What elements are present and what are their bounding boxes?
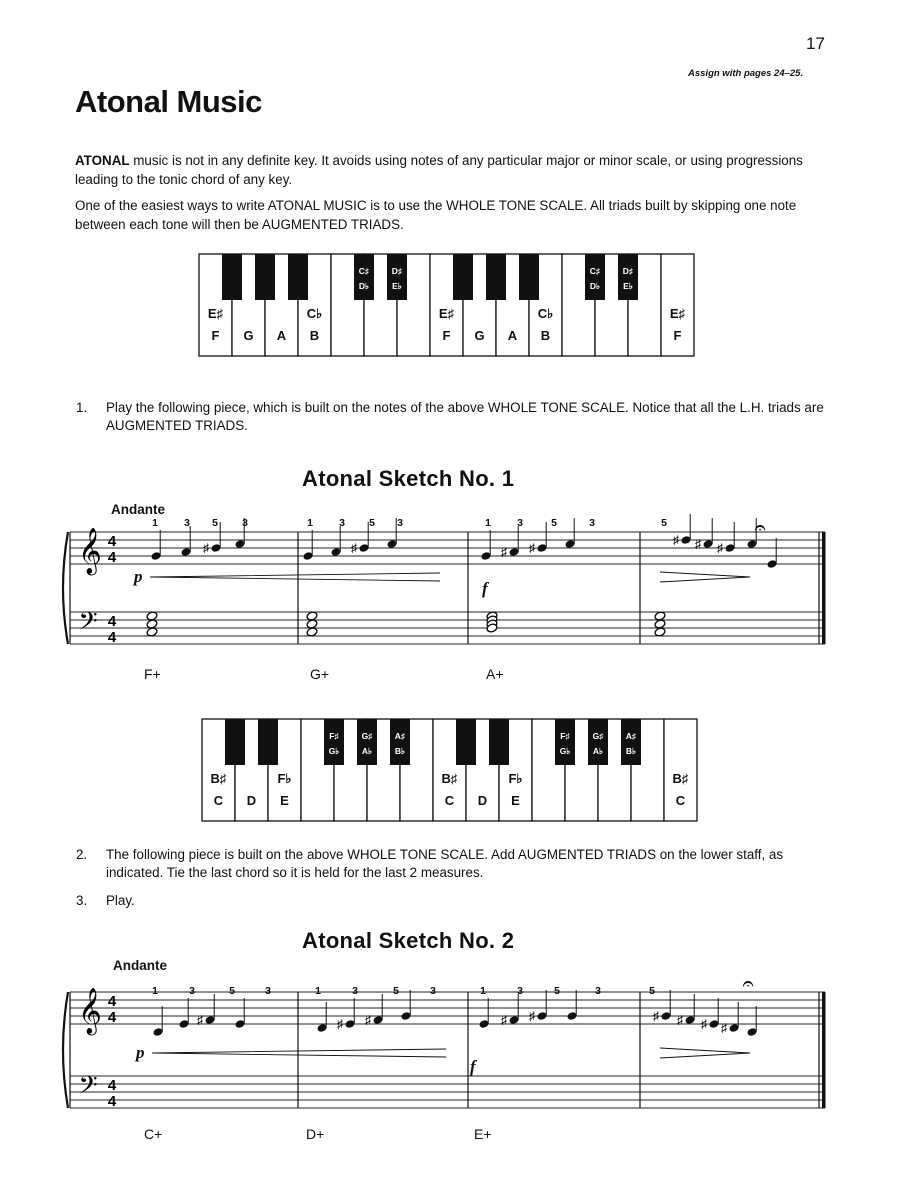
- sharp-accidental: ♯: [365, 1013, 371, 1027]
- fingering-number: 1: [152, 517, 158, 529]
- black-key-label: C♯: [589, 266, 601, 276]
- instruction-step-3: [76, 892, 276, 912]
- black-key: [486, 254, 506, 300]
- black-key-label: C♯: [358, 266, 370, 276]
- black-key-label: B♭: [394, 746, 406, 756]
- white-key-label: C: [675, 793, 686, 808]
- intro-emph-atonal-music: ATONAL MUSIC: [267, 198, 367, 213]
- step2-text-e: on the lower staff, as indicated. Tie the last chord so it is held for the last 2 measures.: [106, 847, 784, 880]
- fingering-number: 3: [265, 985, 271, 997]
- sketch1-tempo: Andante: [111, 502, 165, 517]
- white-key-label: E♯: [438, 306, 455, 321]
- fingering-number: 3: [589, 517, 595, 529]
- step-number: 1.: [76, 400, 88, 415]
- fingering-number: 3: [339, 517, 345, 529]
- treble-time-bottom: 4: [107, 1009, 117, 1026]
- black-key-label: A♯: [394, 731, 406, 741]
- black-key-label: D♯: [622, 266, 634, 276]
- intro-paragraph-2: [75, 196, 835, 234]
- fingering-number: 1: [307, 517, 313, 529]
- step1-text-e: .: [244, 418, 248, 433]
- bass-time-bottom: 4: [107, 629, 117, 646]
- black-key-label: B♭: [625, 746, 637, 756]
- fingering-number: 5: [551, 517, 557, 529]
- black-key-label: G♭: [328, 746, 340, 756]
- black-key-label: D♯: [391, 266, 403, 276]
- treble-time-top: 4: [107, 533, 117, 550]
- white-key-label: B♯: [441, 771, 458, 786]
- intro-emph-whole-tone: WHOLE TONE SCALE: [446, 198, 584, 213]
- white-key-label: G: [243, 328, 254, 343]
- white-key-label: B♯: [672, 771, 689, 786]
- crescendo-hairpin: [150, 573, 440, 581]
- black-key-label: A♯: [625, 731, 637, 741]
- instruction-step-1: [76, 399, 836, 439]
- sketch2-chord-1: C+: [144, 1126, 163, 1142]
- white-key-label: C♭: [537, 306, 554, 321]
- step-text: Play.: [106, 893, 135, 908]
- fingering-number: 3: [517, 985, 523, 997]
- grand-staff: [70, 532, 825, 644]
- dynamic-piano: p: [134, 567, 143, 586]
- black-key-label: E♭: [392, 281, 402, 291]
- sharp-accidental: ♯: [529, 1009, 535, 1023]
- white-key-label: C: [444, 793, 455, 808]
- crescendo-hairpin: [152, 1049, 446, 1057]
- step-number: 2.: [76, 847, 88, 862]
- black-key: [456, 719, 476, 765]
- black-key-label: D♭: [358, 281, 370, 291]
- diminuendo-hairpin: [660, 572, 750, 582]
- dynamic-forte: f: [470, 1057, 476, 1076]
- keyboard-diagram-1: [196, 252, 696, 358]
- fingering-number: 3: [242, 517, 248, 529]
- intro-text-2e: . All triads built by skipping one note between each tone will then be: [75, 198, 797, 232]
- instruction-step-2: [76, 846, 836, 886]
- white-key-label: A: [276, 328, 287, 343]
- white-key-label: A: [507, 328, 518, 343]
- black-key: [225, 719, 245, 765]
- final-barline-thick: [822, 532, 826, 644]
- dynamic-forte: f: [482, 579, 488, 598]
- keyboard-diagram-2: [199, 717, 699, 823]
- white-key-label: C: [213, 793, 224, 808]
- fingering-number: 3: [397, 517, 403, 529]
- step-number: 3.: [76, 893, 88, 908]
- white-key-label: G: [474, 328, 485, 343]
- intro-emph-augmented: AUGMENTED TRIADS: [261, 217, 401, 232]
- black-key-label: A♭: [361, 746, 373, 756]
- step1-text-c: . Notice that all the L.H. triads are: [625, 400, 824, 415]
- black-key-label: D♭: [589, 281, 601, 291]
- fingering-number: 1: [152, 985, 158, 997]
- sketch2-tempo: Andante: [113, 958, 167, 973]
- white-key-label: D: [246, 793, 257, 808]
- fingering-number: 3: [517, 517, 523, 529]
- white-key-label: F♭: [508, 771, 523, 786]
- diminuendo-hairpin: [660, 1048, 750, 1058]
- white-key-label: F♭: [277, 771, 292, 786]
- brace: [63, 992, 68, 1108]
- fingering-number: 3: [430, 985, 436, 997]
- sketch1-chord-1: F+: [144, 666, 161, 682]
- sketch1-chord-2: G+: [310, 666, 330, 682]
- white-key-label: E♯: [669, 306, 686, 321]
- sharp-accidental: ♯: [701, 1017, 707, 1031]
- white-key-label: E♯: [207, 306, 224, 321]
- sharp-accidental: ♯: [529, 541, 535, 555]
- sharp-accidental: ♯: [673, 533, 679, 547]
- sharp-accidental: ♯: [721, 1021, 727, 1035]
- step1-emph-augmented: AUGMENTED TRIADS: [106, 418, 245, 433]
- sharp-accidental: ♯: [203, 541, 209, 555]
- black-key-label: A♭: [592, 746, 604, 756]
- black-key: [519, 254, 539, 300]
- step1-emph-whole-tone: WHOLE TONE SCALE: [487, 400, 626, 415]
- white-key-label: E: [511, 793, 520, 808]
- bass-clef-icon: 𝄢: [78, 607, 98, 642]
- black-key: [489, 719, 509, 765]
- bass-clef-icon: 𝄢: [78, 1071, 98, 1106]
- white-key-label: B: [309, 328, 320, 343]
- fingering-number: 1: [485, 517, 491, 529]
- assign-note: Assign with pages 24–25.: [688, 68, 804, 79]
- bass-time-top: 4: [107, 613, 117, 630]
- sketch1-score: [60, 512, 835, 692]
- step-text: [106, 846, 836, 882]
- fermata-icon: 𝄐: [754, 515, 766, 539]
- fingering-number: 1: [480, 985, 486, 997]
- treble-clef-icon: 𝄞: [78, 528, 102, 574]
- white-key-label: B♯: [210, 771, 227, 786]
- sharp-accidental: ♯: [677, 1013, 683, 1027]
- sketch1-title: Atonal Sketch No. 1: [302, 466, 515, 491]
- step2-text-a: The following piece is built on the above: [106, 847, 348, 862]
- black-key: [453, 254, 473, 300]
- black-key-label: F♯: [329, 731, 339, 741]
- white-key-label: F: [442, 328, 451, 343]
- fermata-icon: 𝄐: [742, 972, 754, 995]
- atonal-term: ATONAL: [75, 153, 130, 168]
- brace: [63, 532, 68, 644]
- step2-text-c: . Add: [484, 847, 518, 862]
- white-key-label: E: [280, 793, 289, 808]
- fingering-number: 5: [229, 985, 235, 997]
- page-title: Atonal Music: [75, 84, 262, 119]
- black-key: [255, 254, 275, 300]
- fingering-number: 3: [184, 517, 190, 529]
- white-key-label: B: [540, 328, 551, 343]
- black-key-label: G♯: [592, 731, 604, 741]
- black-key: [222, 254, 242, 300]
- step2-emph-augmented: AUGMENTED TRIADS: [517, 847, 657, 862]
- intro-text-2c: is to use the: [366, 198, 447, 213]
- black-key-label: G♯: [361, 731, 373, 741]
- sharp-accidental: ♯: [501, 1013, 507, 1027]
- sharp-accidental: ♯: [717, 541, 723, 555]
- white-key-label: C♭: [306, 306, 323, 321]
- fingering-number: 5: [661, 517, 667, 529]
- sharp-accidental: ♯: [197, 1013, 203, 1027]
- fingering-number: 5: [393, 985, 399, 997]
- white-key-label: F: [673, 328, 682, 343]
- sketch2-chord-2: D+: [306, 1126, 325, 1142]
- fingering-number: 3: [595, 985, 601, 997]
- fingering-number: 5: [369, 517, 375, 529]
- black-key-label: F♯: [560, 731, 570, 741]
- intro-paragraph-1: [75, 151, 835, 189]
- black-key-label: E♭: [623, 281, 633, 291]
- treble-clef-icon: 𝄞: [78, 988, 102, 1034]
- step2-emph-whole-tone: WHOLE TONE SCALE: [347, 847, 485, 862]
- sharp-accidental: ♯: [351, 541, 357, 555]
- fingering-number: 1: [315, 985, 321, 997]
- sketch1-chord-3: A+: [486, 666, 504, 682]
- step-text: [106, 399, 836, 435]
- fingering-number: 5: [649, 985, 655, 997]
- sharp-accidental: ♯: [337, 1017, 343, 1031]
- sketch2-title: Atonal Sketch No. 2: [302, 928, 515, 953]
- fingering-number: 5: [554, 985, 560, 997]
- bass-time-top: 4: [107, 1077, 117, 1094]
- treble-time-bottom: 4: [107, 549, 117, 566]
- bass-time-bottom: 4: [107, 1093, 117, 1110]
- white-key-label: F: [211, 328, 220, 343]
- sketch2-chord-3: E+: [474, 1126, 492, 1142]
- intro-text-2g: .: [400, 217, 404, 232]
- page-number: 17: [806, 34, 825, 53]
- final-barline-thick: [822, 992, 826, 1108]
- black-key-label: G♭: [559, 746, 571, 756]
- step1-text-a: Play the following piece, which is built on the notes of the above: [106, 400, 488, 415]
- sharp-accidental: ♯: [695, 537, 701, 551]
- sharp-accidental: ♯: [653, 1009, 659, 1023]
- black-key: [258, 719, 278, 765]
- black-key: [288, 254, 308, 300]
- fingering-number: 3: [352, 985, 358, 997]
- sharp-accidental: ♯: [501, 545, 507, 559]
- white-key-label: D: [477, 793, 488, 808]
- grand-staff: [70, 992, 825, 1108]
- dynamic-piano: p: [136, 1043, 145, 1062]
- intro-text-2a: One of the easiest ways to write: [75, 198, 268, 213]
- treble-time-top: 4: [107, 993, 117, 1010]
- fingering-number: 5: [212, 517, 218, 529]
- sketch2-score: [60, 972, 835, 1122]
- fingering-number: 3: [189, 985, 195, 997]
- intro-text-1: music is not in any definite key. It avoids using notes of any particular major or minor scale, or using progressions leading to the tonic chord of any key.: [75, 153, 803, 187]
